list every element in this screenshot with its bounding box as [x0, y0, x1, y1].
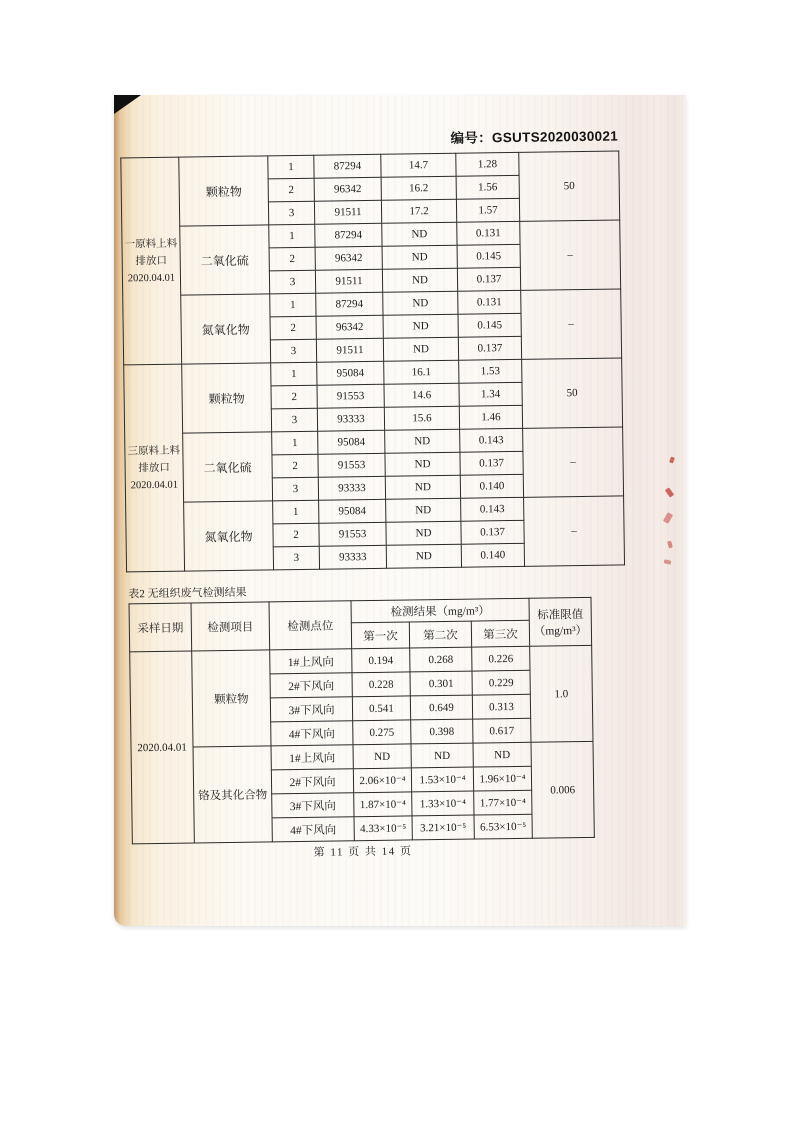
cell-standard-limit: 1.0	[530, 645, 593, 742]
doc-number	[109, 124, 618, 151]
cell-concentration: ND	[386, 498, 461, 522]
cell-concentration: 15.6	[384, 406, 459, 430]
cell-test-point: 2#下风向	[271, 769, 353, 794]
cell-concentration: ND	[385, 429, 460, 453]
cell-rate: 0.140	[460, 474, 523, 498]
outlet-date-line: 2020.04.01	[127, 272, 176, 284]
cell-flow: 95084	[318, 430, 385, 454]
fugitive-emission-table	[129, 597, 595, 844]
cell-sample-seq: 2	[272, 454, 318, 478]
cell-test-item: 二氧化硫	[180, 225, 270, 295]
cell-result-3: 0.226	[472, 646, 530, 671]
cell-standard-limit: –	[521, 289, 622, 359]
outlet-date-line: 2020.04.01	[130, 479, 179, 491]
cell-concentration: ND	[386, 544, 461, 568]
cell-concentration: ND	[386, 521, 461, 545]
cell-concentration: 17.2	[381, 199, 456, 223]
cell-test-item: 二氧化硫	[183, 432, 273, 502]
cell-sample-seq: 2	[273, 523, 319, 547]
cell-result-3: 0.617	[473, 718, 531, 743]
cell-result-3: 6.53×10⁻⁵	[474, 814, 532, 839]
cell-rate: 0.131	[457, 221, 520, 245]
cell-outlet	[121, 157, 182, 365]
header-test-point: 检测点位	[269, 601, 352, 650]
cell-concentration: 16.2	[381, 176, 456, 200]
cell-rate: 0.145	[458, 313, 521, 337]
cell-standard-limit: 0.006	[531, 741, 594, 838]
cell-sample-seq: 2	[271, 385, 317, 409]
table-row	[121, 151, 619, 181]
cell-sample-seq: 2	[268, 178, 314, 202]
cell-concentration: ND	[383, 291, 458, 315]
cell-standard-limit: 50	[519, 151, 620, 221]
doc-number-label: 编号：	[450, 130, 493, 146]
header-test-item: 检测项目	[191, 602, 270, 651]
cell-result-3: 1.96×10⁻⁴	[473, 766, 531, 791]
cell-rate: 0.137	[461, 520, 524, 544]
cell-sample-seq: 2	[270, 316, 316, 340]
cell-standard-limit: 50	[522, 358, 623, 428]
cell-rate: 1.46	[459, 405, 522, 429]
cell-concentration: ND	[385, 475, 460, 499]
cell-test-item: 氮氧化物	[181, 294, 271, 364]
cell-sample-seq: 1	[271, 362, 317, 386]
cell-sample-seq: 1	[272, 431, 318, 455]
cell-sample-seq: 1	[268, 155, 314, 179]
cell-sample-seq: 3	[272, 477, 318, 501]
cell-flow: 87294	[316, 292, 383, 316]
cell-result-2: 1.53×10⁻⁴	[411, 767, 473, 792]
header-second-run: 第二次	[409, 621, 471, 648]
cell-sample-seq: 3	[273, 546, 319, 570]
cell-rate: 1.28	[456, 152, 519, 176]
header-sample-date: 采样日期	[129, 603, 192, 652]
cell-rate: 1.56	[456, 175, 519, 199]
cell-result-3: 0.313	[472, 694, 530, 719]
cell-result-2: 0.398	[411, 719, 473, 744]
cell-rate: 1.34	[459, 382, 522, 406]
cell-flow: 96342	[315, 246, 382, 270]
doc-number-value: GSUTS2020030021	[491, 128, 619, 146]
page-footer: 第 11 页 共 14 页	[313, 845, 413, 859]
cell-concentration: 16.1	[384, 360, 459, 384]
cell-test-point: 2#下风向	[270, 673, 352, 698]
cell-test-item: 氮氧化物	[184, 501, 274, 571]
cell-result-1: 0.194	[352, 648, 410, 673]
cell-concentration: ND	[383, 314, 458, 338]
cell-flow: 93333	[317, 407, 384, 431]
cell-sample-seq: 3	[271, 408, 317, 432]
cell-concentration: 14.7	[381, 153, 456, 177]
cell-sample-date: 2020.04.01	[130, 651, 195, 844]
header-standard-limit: 标准限值（mg/m³）	[529, 597, 592, 646]
header-third-run: 第三次	[471, 620, 529, 647]
cell-flow: 91553	[318, 453, 385, 477]
cell-test-point: 4#下风向	[272, 817, 354, 842]
cell-result-3: 1.77×10⁻⁴	[474, 790, 532, 815]
header-result-group: 检测结果（mg/m³）	[351, 598, 529, 622]
cell-test-point: 1#上风向	[270, 649, 352, 674]
cell-flow: 96342	[316, 315, 383, 339]
cell-flow: 95084	[317, 361, 384, 385]
cell-concentration: ND	[382, 268, 457, 292]
cell-sample-seq: 3	[270, 339, 316, 363]
cell-rate: 0.137	[460, 451, 523, 475]
cell-outlet	[124, 364, 185, 572]
cell-sample-seq: 1	[269, 224, 315, 248]
cell-sample-seq: 1	[270, 293, 316, 317]
cell-flow: 93333	[319, 545, 386, 569]
scanned-document-page	[114, 95, 686, 926]
outlet-name-line: 排放口	[135, 255, 168, 267]
cell-standard-limit: –	[523, 427, 624, 497]
cell-test-point: 4#下风向	[271, 721, 353, 746]
cell-result-2: ND	[411, 743, 473, 768]
cell-result-2: 0.268	[410, 647, 472, 672]
cell-rate: 1.57	[456, 198, 519, 222]
cell-concentration: ND	[385, 452, 460, 476]
cell-rate: 0.143	[461, 497, 524, 521]
cell-concentration: ND	[382, 222, 457, 246]
cell-sample-seq: 3	[268, 201, 314, 225]
cell-flow: 87294	[314, 154, 381, 178]
cell-concentration: ND	[382, 245, 457, 269]
cell-test-point: 3#下风向	[270, 697, 352, 722]
cell-flow: 91511	[315, 269, 382, 293]
cell-result-1: 0.541	[352, 696, 410, 721]
outlet-name-line: 三原料上料	[127, 445, 181, 457]
cell-rate: 0.137	[457, 267, 520, 291]
cell-concentration: 14.6	[384, 383, 459, 407]
cell-sample-seq: 2	[269, 247, 315, 271]
cell-result-1: 0.228	[352, 672, 410, 697]
cell-flow: 91511	[316, 338, 383, 362]
cell-result-1: 4.33×10⁻⁵	[354, 816, 412, 841]
cell-result-1: 2.06×10⁻⁴	[353, 768, 411, 793]
cell-result-3: ND	[473, 742, 531, 767]
cell-test-item: 颗粒物	[182, 363, 272, 433]
cell-flow: 96342	[314, 177, 381, 201]
cell-result-2: 1.33×10⁻⁴	[412, 791, 474, 816]
scan-content	[108, 88, 692, 927]
cell-sample-seq: 3	[269, 270, 315, 294]
outlet-name-line: 排放口	[138, 462, 170, 474]
cell-flow: 87294	[315, 223, 382, 247]
header-first-run: 第一次	[351, 622, 409, 649]
cell-test-item: 铬及其化合物	[193, 746, 272, 843]
cell-rate: 0.143	[460, 428, 523, 452]
cell-rate: 0.145	[457, 244, 520, 268]
cell-result-2: 0.649	[410, 695, 472, 720]
cell-rate: 0.140	[461, 543, 524, 567]
cell-rate: 0.131	[458, 290, 521, 314]
cell-result-1: 1.87×10⁻⁴	[354, 792, 412, 817]
cell-concentration: ND	[383, 337, 458, 361]
cell-test-point: 3#下风向	[272, 793, 354, 818]
cell-sample-seq: 1	[273, 500, 319, 524]
cell-rate: 1.53	[459, 359, 522, 383]
cell-flow: 95084	[319, 499, 386, 523]
cell-flow: 91553	[319, 522, 386, 546]
cell-flow: 93333	[318, 476, 385, 500]
cell-standard-limit: –	[520, 220, 621, 290]
cell-test-point: 1#上风向	[271, 745, 353, 770]
outlet-name-line: 一原料上料	[124, 238, 178, 250]
cell-result-2: 3.21×10⁻⁵	[412, 815, 474, 840]
cell-result-1: ND	[353, 744, 411, 769]
cell-result-2: 0.301	[410, 671, 472, 696]
cell-flow: 91553	[317, 384, 384, 408]
cell-test-item: 颗粒物	[192, 650, 271, 747]
cell-standard-limit: –	[524, 496, 625, 566]
cell-result-3: 0.229	[472, 670, 530, 695]
stack-emission-table	[120, 150, 625, 572]
table2-title: 表2 无组织废气检测结果	[128, 586, 247, 601]
cell-result-1: 0.275	[353, 720, 411, 745]
cell-flow: 91511	[314, 200, 381, 224]
cell-test-item: 颗粒物	[179, 156, 269, 226]
cell-rate: 0.137	[458, 336, 521, 360]
